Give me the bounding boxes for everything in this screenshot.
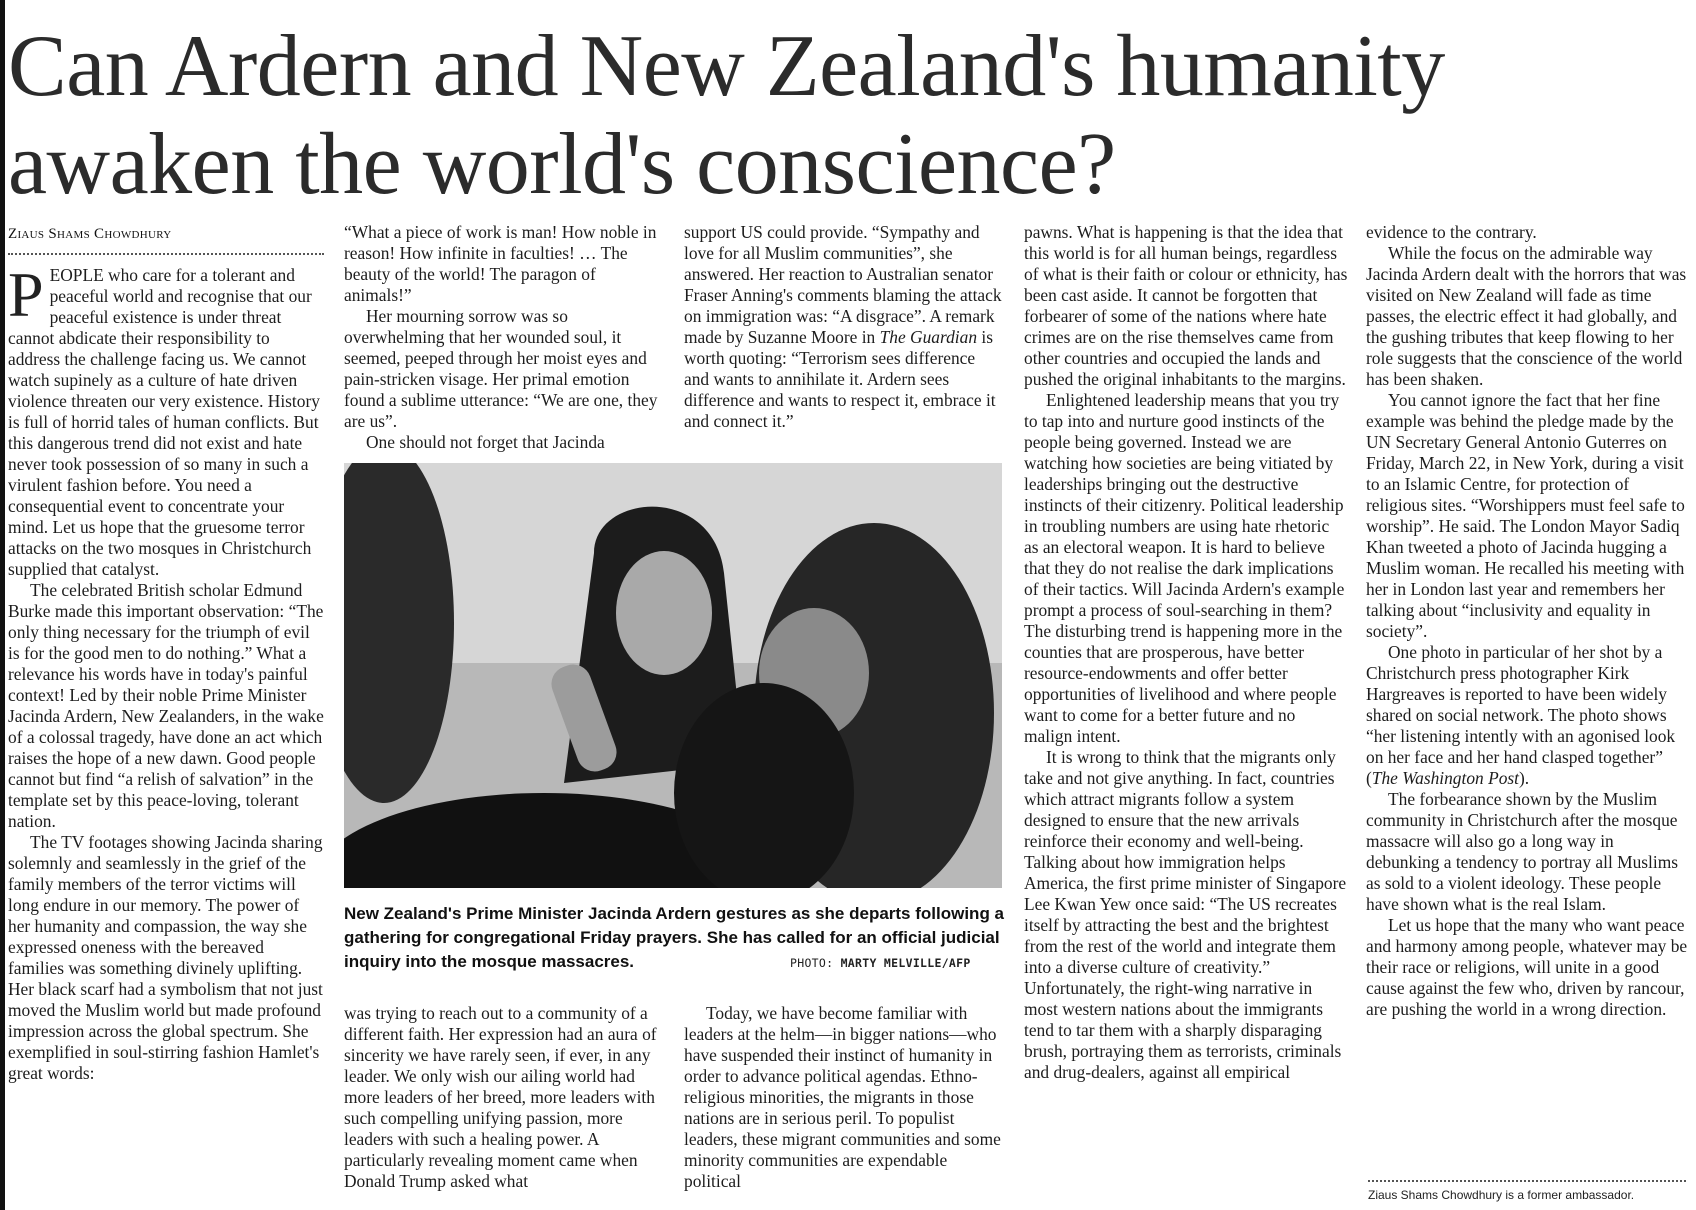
column-2-bottom — [344, 1003, 660, 1207]
paragraph: You cannot ignore the fact that her fine example was behind the pledge made by the UN Secretary General Antonio Guterres on Friday, March 22, in New York, during a visit to an Islamic Centre, for protection of religious sites. “Worshippers must feel safe to worship”. He said. The London Mayor Sadiq Khan tweeted a photo of Jacinda hugging a Muslim woman. He recalled his meeting with her in London last year and remembers her talking about “inclusivity and equality in society”. — [1366, 390, 1685, 641]
photo-credit — [790, 956, 971, 970]
photo-illustration — [344, 463, 1002, 888]
photo-caption: New Zealand's Prime Minister Jacinda Ardern gestures as she departs following a gathering for congregational Friday prayers. She has called for an official judicial inquiry into the mosque massacres. — [344, 904, 1005, 971]
paragraph-text: is worth quoting: “Terrorism sees difference and wants to annihilate it. Ardern sees difference and wants to respect it, embrace it and connect it.” — [684, 327, 996, 431]
left-edge-bar — [0, 0, 5, 1210]
paragraph: Her mourning sorrow was so overwhelming that her wounded soul, it seemed, peeped through her moist eyes and pain-stricken visage. Her primal emotion found a sublime utterance: “We are one, they are us”. — [344, 306, 658, 431]
author-footnote: Ziaus Shams Chowdhury is a former ambassador. — [1368, 1180, 1686, 1202]
paragraph: pawns. What is happening is that the idea that this world is for all human beings, regardless of what is their faith or colour or ethnicity, has been cast aside. It cannot be forgotten that forbearer of some of the nations where hate crimes are on the rise themselves came from other countries and occupied the lands and pushed the original inhabitants to the margins. — [1024, 222, 1348, 389]
credit-label: PHOTO: — [790, 956, 834, 970]
paragraph: Today, we have become familiar with leaders at the helm—in bigger nations—who have suspended their instinct of humanity in order to advance political agendas. Ethno-religious minorities, the migrants in those nations are in serious peril. To populist leaders, these migrant communities and some minority communities are expendable political — [684, 1003, 1001, 1191]
paragraph-text: One photo in particular of her shot by a Christchurch press photographer Kirk Hargreaves is reported to have been widely shared on social network. The photo shows “her listening intently with an agonised look on her face and her hand clasped together” ( — [1366, 642, 1676, 788]
credit-name: MARTY MELVILLE/AFP — [840, 956, 971, 970]
paragraph: evidence to the contrary. — [1366, 222, 1537, 242]
column-3-bottom — [684, 1003, 1002, 1207]
paragraph-text: support US could provide. “Sympathy and love for all Muslim communities”, she answered. Her reaction to Australian senator Fraser Anning's comments blaming the attack on immigration was: “A disgrace”. A remark made by Suzanne Moore in — [684, 222, 1002, 347]
paragraph-text: ). — [1519, 768, 1530, 788]
byline: Ziaus Shams Chowdhury — [8, 224, 324, 255]
paragraph: The forbearance shown by the Muslim community in Christchurch after the mosque massacre will also go a long way in debunking a tendency to portray all Muslims as sold to a violent ideology. These people have shown what is the real Islam. — [1366, 789, 1679, 914]
paragraph: Enlightened leadership means that you try to tap into and nurture good instincts of the people being governed. Instead we are watching how societies are being vitiated by leaderships bringing out the destructive instincts of their citizenry. Political leadership in troubling numbers are using hate rhetoric as an electoral weapon. It is hard to believe that they do not realise the dark implications of their tactics. Will Jacinda Ardern's example prompt a process of soul-searching in them? The disturbing trend is happening more in the counties that are prosperous, have better resource-endowments and offer better opportunities of livelihood and where people want to come for a better future and no malign intent. — [1024, 390, 1345, 746]
article-photo — [344, 463, 1002, 888]
paragraph: The celebrated British scholar Edmund Burke made this important observation: “The only thing necessary for the triumph of evil is for the good men to do nothing.” What a relevance his words have in today's painful context! Led by their noble Prime Minister Jacinda Ardern, New Zealanders, in the wake of a colossal tragedy, have done an act which raises the hope of a new dawn. Good people cannot but find “a relish of salvation” in the template set by this peace-loving, tolerant nation. — [8, 580, 324, 831]
paragraph: The TV footages showing Jacinda sharing solemnly and seamlessly in the grief of the family members of the terror victims will long endure in our memory. The power of her humanity and compassion, the way she expressed oneness with the bereaved families was something divinely uplifting. Her black scarf had a symbolism that not just moved the Muslim world but made profound impression across the global spectrum. She exemplified in soul-stirring fashion Hamlet's great words: — [8, 832, 323, 1083]
paragraph-text: EOPLE who care for a tolerant and peaceful world and recognise that our peaceful existence is under threat cannot abdicate their responsibility to address the challenge facing us. We cannot watch supinely as a culture of hate driven violence threaten our very existence. History is full of horrid tales of human conflicts. But this dangerous trend did not exist and hate never took possession of so many in such a virulent fashion before. You need a consequential event to concentrate your mind. Let us hope that the gruesome terror attacks on the two mosques in Christchurch supplied that catalyst. — [8, 265, 320, 579]
column-4 — [1024, 222, 1348, 1207]
column-2-top — [344, 222, 660, 454]
column-5 — [1366, 222, 1688, 1172]
paragraph: While the focus on the admirable way Jacinda Ardern dealt with the horrors that was visited on New Zealand will fade as time passes, the electric effect it had globally, and the gushing tributes that keep flowing to her role suggests that the conscience of the world has been shaken. — [1366, 243, 1687, 389]
drop-cap: P — [8, 259, 44, 330]
paragraph: It is wrong to think that the migrants only take and not give anything. In fact, countries which attract migrants follow a system designed to ensure that the new arrivals reinforce their economy and well-being. Talking about how immigration helps America, the first prime minister of Singapore Lee Kwan Yew once said: “The US recreates itself by attracting the best and the brightest from the rest of the world and integrate them into a diverse culture of creativity.” Unfortunately, the right-wing narrative in most western nations about the immigrants tend to tar them with a sharply disparaging brush, portraying them as terrorists, criminals and drug-dealers, against all empirical — [1024, 747, 1347, 1082]
quote-paragraph: “What a piece of work is man! How noble in reason! How infinite in faculties! … The beauty of the world! The paragon of animals!” — [344, 222, 657, 305]
paragraph — [8, 259, 324, 580]
publication-name: The Guardian — [879, 327, 978, 347]
paragraph — [1366, 642, 1688, 789]
publication-name: The Washington Post — [1371, 768, 1519, 788]
paragraph: Let us hope that the many who want peace and harmony among people, whatever may be their race or religions, will unite in a good cause against the few who, driven by rancour, are pushing the world in a wrong direction. — [1366, 915, 1688, 1019]
column-1 — [8, 224, 324, 1204]
headline: Can Ardern and New Zealand's humanity awaken the world's conscience? — [8, 18, 1445, 213]
paragraph: One should not forget that Jacinda — [366, 432, 605, 452]
column-3-top — [684, 222, 1002, 454]
paragraph: was trying to reach out to a community of a different faith. Her expression had an aura of sincerity we have rarely seen, if ever, in any leader. We only wish our ailing world had more leaders of her breed, more leaders with such compelling unifying passion, more leaders with such a healing power. A particularly revealing moment came when Donald Trump asked what — [344, 1003, 657, 1191]
paragraph — [684, 222, 1002, 432]
